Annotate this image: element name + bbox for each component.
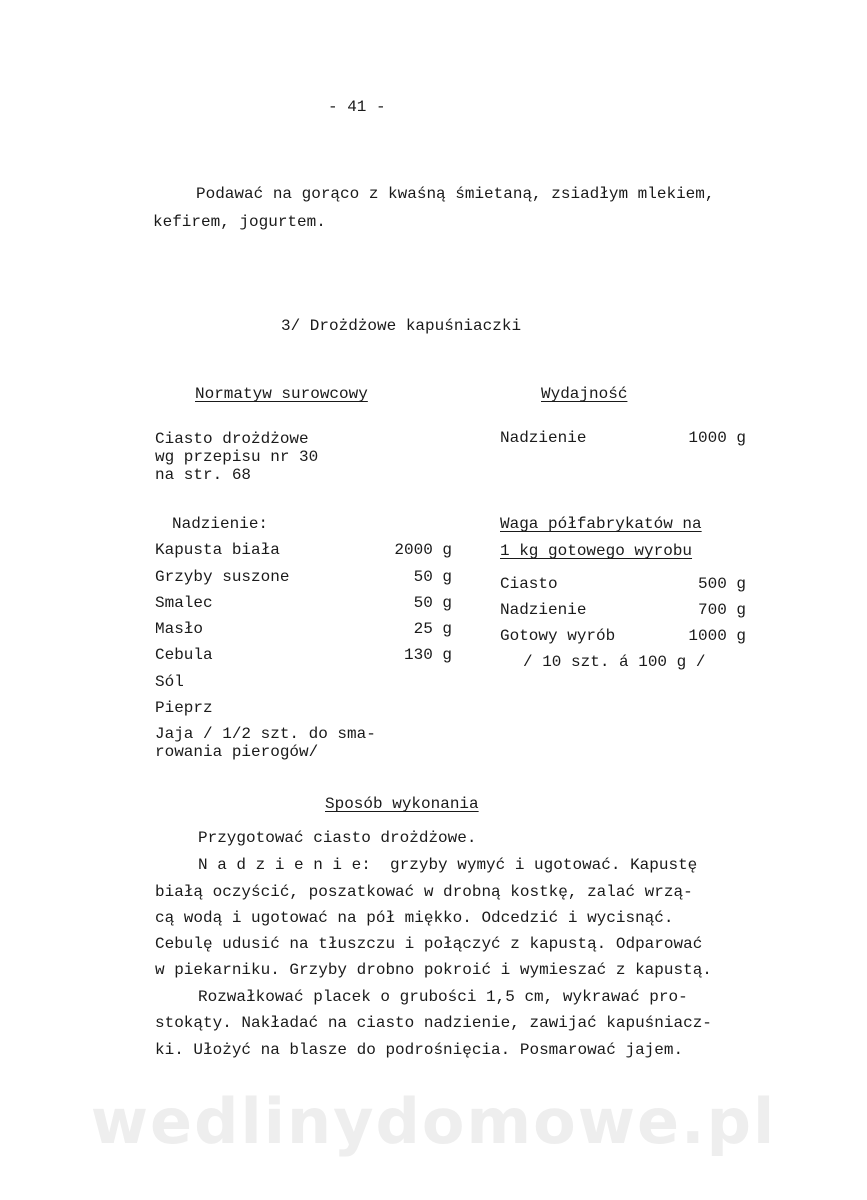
filling-label: Nadzienie: — [172, 515, 269, 533]
method-line: stokąty. Nakładać na ciasto nadzienie, zawijać kapuśniacz- — [155, 1014, 712, 1032]
ingredient-name: Cebula — [155, 646, 213, 664]
semi-product-qty: 500 g — [697, 575, 746, 593]
semi-product-name: Ciasto — [500, 575, 558, 593]
method-line: cą wodą i ugotować na pół miękko. Odcedzić i wycisnąć. — [155, 909, 674, 927]
semi-products-heading-2: 1 kg gotowego wyrobu — [500, 542, 693, 560]
intro-line-1: Podawać na gorąco z kwaśną śmietaną, zsiadłym mlekiem, — [196, 185, 715, 203]
ingredient-name: Smalec — [155, 594, 213, 612]
ingredient-qty: 130 g — [403, 646, 452, 664]
semi-products-heading-1: Waga półfabrykatów na — [500, 515, 702, 533]
recipe-title: 3/ Drożdżowe kapuśniaczki — [281, 317, 522, 335]
ingredient-qty: 50 g — [413, 568, 452, 586]
dough-line-1: Ciasto drożdżowe — [155, 430, 309, 448]
eggs-line-2: rowania pierogów/ — [155, 743, 319, 761]
semi-product-name: Gotowy wyrób — [500, 627, 616, 645]
ingredient-qty: 25 g — [413, 620, 452, 638]
method-line: Przygotować ciasto drożdżowe. — [198, 829, 477, 847]
method-heading: Sposób wykonania — [325, 795, 479, 813]
ingredient-name: Pieprz — [155, 699, 213, 717]
method-line: N a d z i e n i e: grzyby wymyć i ugotować. Kapustę — [198, 856, 698, 874]
semi-product-qty: 700 g — [697, 601, 746, 619]
ingredient-name: Kapusta biała — [155, 541, 280, 559]
ingredient-name: Grzyby suszone — [155, 568, 290, 586]
yield-filling-name: Nadzienie — [500, 429, 587, 447]
dough-line-3: na str. 68 — [155, 466, 252, 484]
yield-filling-qty: 1000 g — [688, 429, 746, 447]
semi-product-qty: 1000 g — [688, 627, 746, 645]
eggs-line-1: Jaja / 1/2 szt. do sma- — [155, 725, 376, 743]
watermark: wedlinydomowe.pl — [90, 1085, 777, 1158]
page-number: - 41 - — [328, 98, 386, 116]
ingredient-name: Sól — [155, 673, 184, 691]
method-line: w piekarniku. Grzyby drobno pokroić i wymieszać z kapustą. — [155, 961, 712, 979]
method-line: Cebulę udusić na tłuszczu i połączyć z kapustą. Odparować — [155, 935, 703, 953]
semi-products-note: / 10 szt. á 100 g / — [523, 653, 706, 671]
semi-product-name: Nadzienie — [500, 601, 587, 619]
ingredient-qty: 2000 g — [394, 541, 452, 559]
intro-line-2: kefirem, jogurtem. — [153, 213, 326, 231]
method-line: Rozwałkować placek o grubości 1,5 cm, wykrawać pro- — [198, 988, 688, 1006]
ingredient-qty: 50 g — [413, 594, 452, 612]
method-line: białą oczyścić, poszatkować w drobną kostkę, zalać wrzą- — [155, 883, 693, 901]
method-line: ki. Ułożyć na blasze do podrośnięcia. Posmarować jajem. — [155, 1041, 684, 1059]
yield-heading: Wydajność — [541, 385, 628, 403]
dough-line-2: wg przepisu nr 30 — [155, 448, 319, 466]
raw-materials-heading: Normatyw surowcowy — [195, 385, 368, 403]
ingredient-name: Masło — [155, 620, 204, 638]
